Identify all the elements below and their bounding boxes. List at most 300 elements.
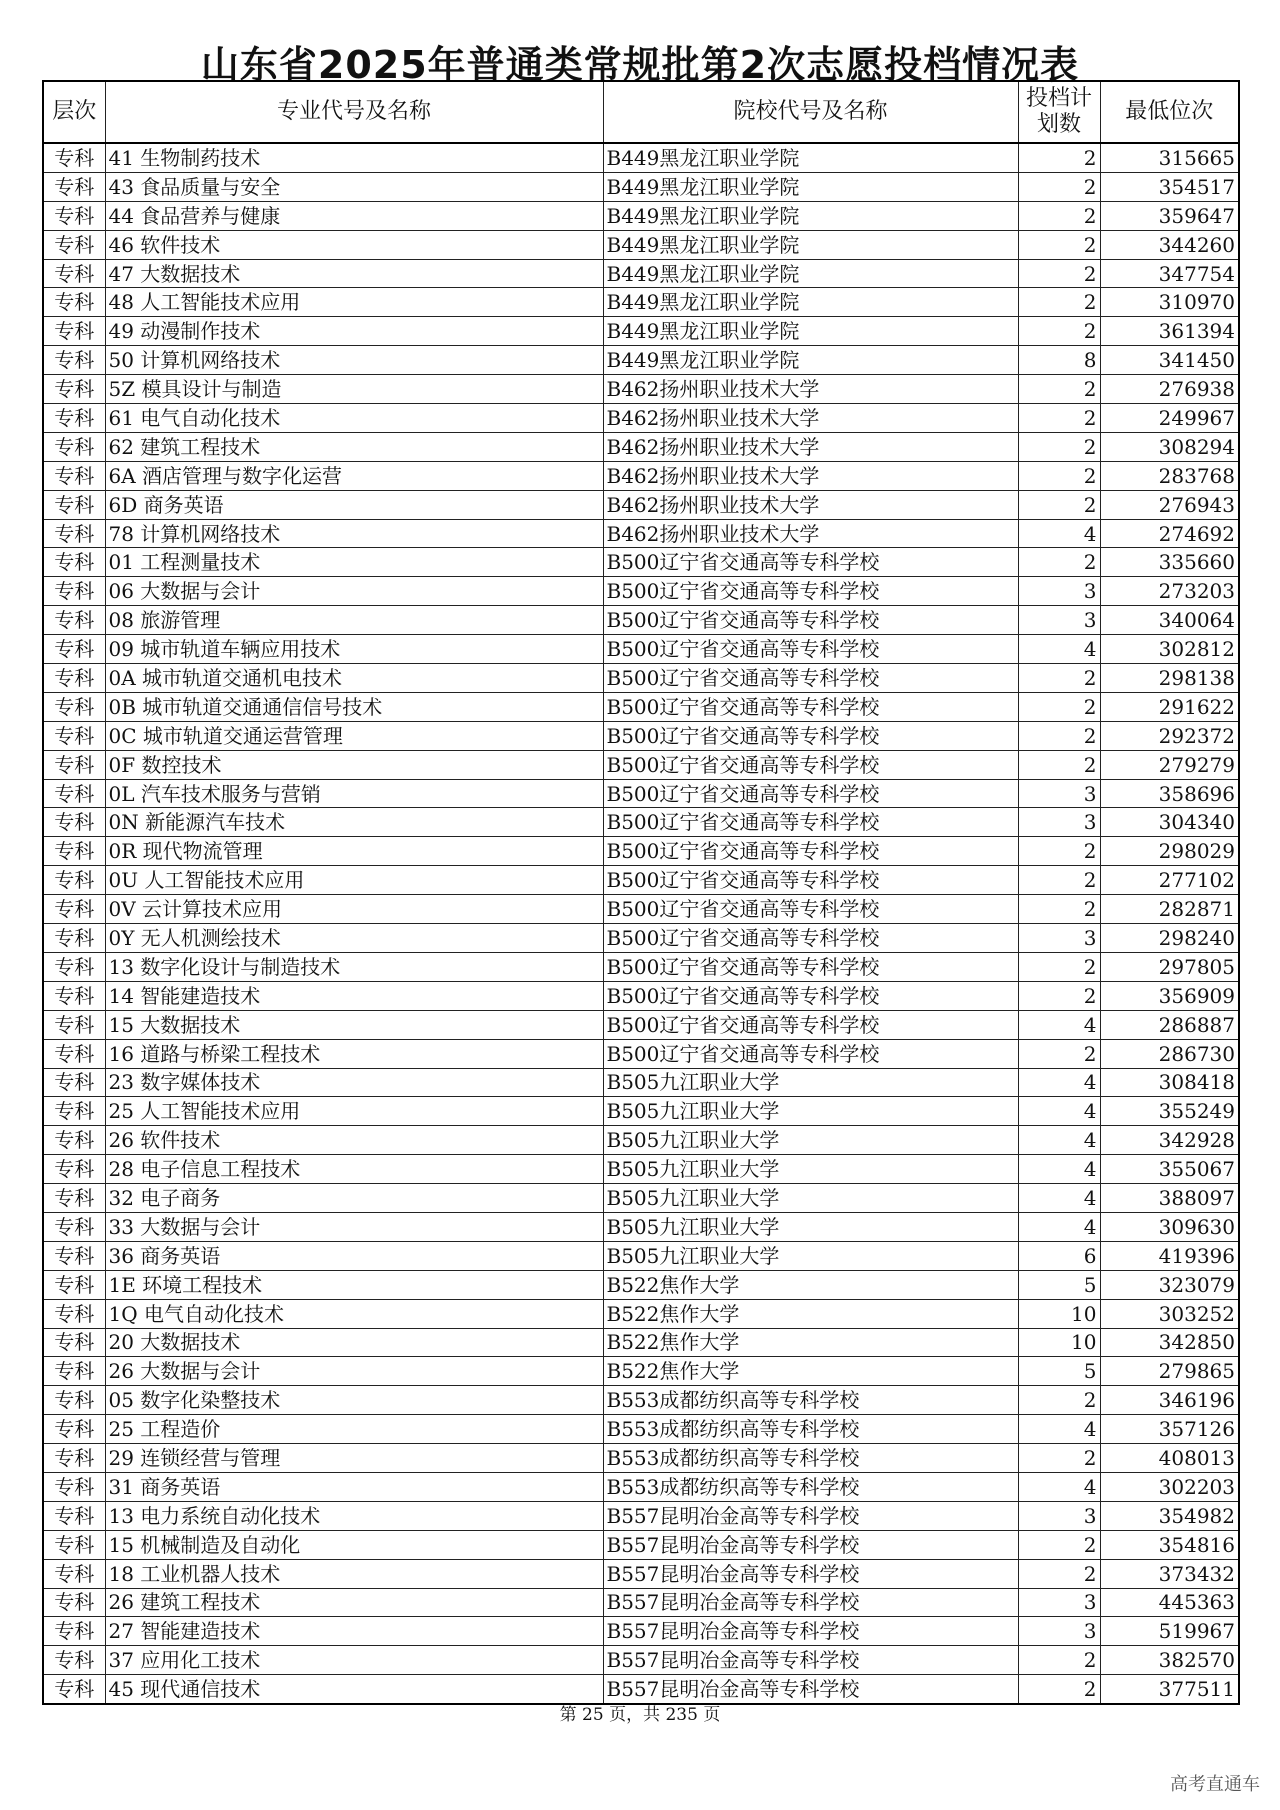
cell-plan: 2	[1018, 548, 1100, 577]
header-rank: 最低位次	[1100, 81, 1239, 143]
cell-rank: 373432	[1100, 1559, 1239, 1588]
cell-major: 25 人工智能技术应用	[105, 1097, 603, 1126]
cell-school: B553成都纺织高等专科学校	[603, 1386, 1018, 1415]
cell-rank: 310970	[1100, 288, 1239, 317]
table-row	[43, 664, 1239, 693]
cell-rank: 302203	[1100, 1472, 1239, 1501]
cell-rank: 291622	[1100, 692, 1239, 721]
table-row	[43, 895, 1239, 924]
cell-school: B557昆明冶金高等专科学校	[603, 1530, 1018, 1559]
cell-major: 0Y 无人机测绘技术	[105, 924, 603, 953]
cell-school: B500辽宁省交通高等专科学校	[603, 924, 1018, 953]
cell-rank: 340064	[1100, 606, 1239, 635]
cell-rank: 342928	[1100, 1126, 1239, 1155]
cell-level: 专科	[43, 1184, 105, 1213]
cell-rank: 354816	[1100, 1530, 1239, 1559]
cell-major: 1Q 电气自动化技术	[105, 1299, 603, 1328]
cell-plan: 2	[1018, 952, 1100, 981]
table-row	[43, 1386, 1239, 1415]
cell-rank: 286730	[1100, 1039, 1239, 1068]
cell-level: 专科	[43, 1415, 105, 1444]
cell-rank: 354982	[1100, 1501, 1239, 1530]
table-row	[43, 924, 1239, 953]
cell-school: B557昆明冶金高等专科学校	[603, 1501, 1018, 1530]
cell-major: 05 数字化染整技术	[105, 1386, 603, 1415]
cell-major: 36 商务英语	[105, 1241, 603, 1270]
cell-level: 专科	[43, 519, 105, 548]
cell-major: 0N 新能源汽车技术	[105, 808, 603, 837]
cell-plan: 6	[1018, 1241, 1100, 1270]
cell-plan: 4	[1018, 1155, 1100, 1184]
cell-level: 专科	[43, 201, 105, 230]
cell-plan: 2	[1018, 1675, 1100, 1704]
table-row	[43, 1530, 1239, 1559]
cell-major: 08 旅游管理	[105, 606, 603, 635]
cell-rank: 309630	[1100, 1212, 1239, 1241]
table-row	[43, 1241, 1239, 1270]
cell-school: B462扬州职业技术大学	[603, 375, 1018, 404]
cell-major: 0U 人工智能技术应用	[105, 866, 603, 895]
cell-level: 专科	[43, 692, 105, 721]
cell-school: B557昆明冶金高等专科学校	[603, 1675, 1018, 1704]
cell-rank: 354517	[1100, 172, 1239, 201]
cell-rank: 282871	[1100, 895, 1239, 924]
cell-plan: 10	[1018, 1328, 1100, 1357]
cell-level: 专科	[43, 461, 105, 490]
cell-level: 专科	[43, 1675, 105, 1704]
cell-level: 专科	[43, 1617, 105, 1646]
cell-major: 0R 现代物流管理	[105, 837, 603, 866]
cell-plan: 2	[1018, 201, 1100, 230]
cell-plan: 2	[1018, 230, 1100, 259]
cell-rank: 303252	[1100, 1299, 1239, 1328]
cell-major: 43 食品质量与安全	[105, 172, 603, 201]
cell-rank: 298029	[1100, 837, 1239, 866]
table-row	[43, 779, 1239, 808]
cell-plan: 2	[1018, 143, 1100, 172]
cell-major: 0F 数控技术	[105, 750, 603, 779]
admission-table	[42, 80, 1240, 1705]
table-row	[43, 1184, 1239, 1213]
cell-major: 44 食品营养与健康	[105, 201, 603, 230]
cell-school: B500辽宁省交通高等专科学校	[603, 548, 1018, 577]
cell-level: 专科	[43, 1068, 105, 1097]
cell-rank: 273203	[1100, 577, 1239, 606]
cell-rank: 286887	[1100, 1010, 1239, 1039]
cell-level: 专科	[43, 721, 105, 750]
cell-level: 专科	[43, 1588, 105, 1617]
table-row	[43, 1588, 1239, 1617]
cell-school: B500辽宁省交通高等专科学校	[603, 866, 1018, 895]
cell-rank: 341450	[1100, 346, 1239, 375]
cell-level: 专科	[43, 837, 105, 866]
cell-plan: 8	[1018, 346, 1100, 375]
cell-level: 专科	[43, 952, 105, 981]
cell-major: 1E 环境工程技术	[105, 1270, 603, 1299]
cell-rank: 347754	[1100, 259, 1239, 288]
table-row	[43, 490, 1239, 519]
cell-rank: 298138	[1100, 664, 1239, 693]
cell-rank: 279865	[1100, 1357, 1239, 1386]
cell-rank: 359647	[1100, 201, 1239, 230]
cell-major: 47 大数据技术	[105, 259, 603, 288]
cell-school: B500辽宁省交通高等专科学校	[603, 606, 1018, 635]
cell-rank: 308294	[1100, 432, 1239, 461]
table-row	[43, 201, 1239, 230]
cell-major: 5Z 模具设计与制造	[105, 375, 603, 404]
cell-level: 专科	[43, 490, 105, 519]
table-row	[43, 1039, 1239, 1068]
cell-plan: 2	[1018, 1646, 1100, 1675]
cell-plan: 3	[1018, 1617, 1100, 1646]
cell-plan: 2	[1018, 1386, 1100, 1415]
table-row	[43, 1501, 1239, 1530]
cell-level: 专科	[43, 432, 105, 461]
cell-level: 专科	[43, 1328, 105, 1357]
table-row	[43, 317, 1239, 346]
cell-plan: 4	[1018, 1472, 1100, 1501]
cell-school: B505九江职业大学	[603, 1097, 1018, 1126]
table-row	[43, 1472, 1239, 1501]
cell-school: B462扬州职业技术大学	[603, 490, 1018, 519]
table-row	[43, 346, 1239, 375]
cell-level: 专科	[43, 346, 105, 375]
cell-major: 15 大数据技术	[105, 1010, 603, 1039]
cell-level: 专科	[43, 230, 105, 259]
cell-plan: 3	[1018, 1501, 1100, 1530]
cell-plan: 2	[1018, 721, 1100, 750]
table-row	[43, 1415, 1239, 1444]
table-row	[43, 1299, 1239, 1328]
header-plan	[1018, 81, 1100, 143]
cell-plan: 2	[1018, 1444, 1100, 1473]
cell-plan: 2	[1018, 259, 1100, 288]
table-row	[43, 1270, 1239, 1299]
cell-major: 33 大数据与会计	[105, 1212, 603, 1241]
cell-school: B500辽宁省交通高等专科学校	[603, 895, 1018, 924]
cell-major: 29 连锁经营与管理	[105, 1444, 603, 1473]
table-body	[43, 143, 1239, 1704]
cell-level: 专科	[43, 548, 105, 577]
cell-school: B553成都纺织高等专科学校	[603, 1444, 1018, 1473]
table-row	[43, 1010, 1239, 1039]
cell-level: 专科	[43, 317, 105, 346]
cell-plan: 3	[1018, 606, 1100, 635]
table-row	[43, 606, 1239, 635]
table-row	[43, 1328, 1239, 1357]
cell-school: B462扬州职业技术大学	[603, 432, 1018, 461]
cell-plan: 3	[1018, 808, 1100, 837]
cell-rank: 344260	[1100, 230, 1239, 259]
cell-rank: 298240	[1100, 924, 1239, 953]
cell-level: 专科	[43, 1212, 105, 1241]
cell-rank: 519967	[1100, 1617, 1239, 1646]
cell-school: B462扬州职业技术大学	[603, 461, 1018, 490]
table-header	[43, 81, 1239, 143]
cell-major: 13 数字化设计与制造技术	[105, 952, 603, 981]
cell-level: 专科	[43, 1270, 105, 1299]
cell-major: 16 道路与桥梁工程技术	[105, 1039, 603, 1068]
cell-plan: 5	[1018, 1270, 1100, 1299]
cell-school: B522焦作大学	[603, 1270, 1018, 1299]
table-row	[43, 981, 1239, 1010]
cell-major: 26 软件技术	[105, 1126, 603, 1155]
table-row	[43, 635, 1239, 664]
cell-level: 专科	[43, 1241, 105, 1270]
cell-major: 50 计算机网络技术	[105, 346, 603, 375]
cell-major: 26 建筑工程技术	[105, 1588, 603, 1617]
cell-major: 49 动漫制作技术	[105, 317, 603, 346]
cell-school: B449黑龙江职业学院	[603, 172, 1018, 201]
cell-major: 25 工程造价	[105, 1415, 603, 1444]
cell-school: B449黑龙江职业学院	[603, 288, 1018, 317]
cell-school: B500辽宁省交通高等专科学校	[603, 577, 1018, 606]
cell-plan: 2	[1018, 1530, 1100, 1559]
cell-level: 专科	[43, 808, 105, 837]
cell-school: B500辽宁省交通高等专科学校	[603, 952, 1018, 981]
cell-school: B500辽宁省交通高等专科学校	[603, 664, 1018, 693]
cell-school: B500辽宁省交通高等专科学校	[603, 635, 1018, 664]
cell-major: 13 电力系统自动化技术	[105, 1501, 603, 1530]
cell-school: B505九江职业大学	[603, 1068, 1018, 1097]
cell-level: 专科	[43, 1472, 105, 1501]
cell-major: 0V 云计算技术应用	[105, 895, 603, 924]
cell-school: B500辽宁省交通高等专科学校	[603, 692, 1018, 721]
cell-school: B522焦作大学	[603, 1328, 1018, 1357]
cell-major: 15 机械制造及自动化	[105, 1530, 603, 1559]
cell-rank: 297805	[1100, 952, 1239, 981]
header-school: 院校代号及名称	[603, 81, 1018, 143]
table-row	[43, 461, 1239, 490]
cell-school: B505九江职业大学	[603, 1155, 1018, 1184]
table-row	[43, 1097, 1239, 1126]
cell-rank: 408013	[1100, 1444, 1239, 1473]
cell-rank: 277102	[1100, 866, 1239, 895]
table-row	[43, 721, 1239, 750]
cell-school: B500辽宁省交通高等专科学校	[603, 808, 1018, 837]
table-row	[43, 230, 1239, 259]
cell-plan: 4	[1018, 1097, 1100, 1126]
cell-rank: 292372	[1100, 721, 1239, 750]
cell-rank: 323079	[1100, 1270, 1239, 1299]
watermark: 高考直通车	[1170, 1774, 1260, 1795]
cell-school: B449黑龙江职业学院	[603, 143, 1018, 172]
cell-school: B522焦作大学	[603, 1357, 1018, 1386]
cell-plan: 2	[1018, 1039, 1100, 1068]
cell-plan: 4	[1018, 1212, 1100, 1241]
cell-rank: 358696	[1100, 779, 1239, 808]
cell-level: 专科	[43, 606, 105, 635]
cell-rank: 276938	[1100, 375, 1239, 404]
cell-rank: 377511	[1100, 1675, 1239, 1704]
cell-rank: 315665	[1100, 143, 1239, 172]
cell-rank: 342850	[1100, 1328, 1239, 1357]
table-row	[43, 1617, 1239, 1646]
cell-level: 专科	[43, 1559, 105, 1588]
cell-rank: 419396	[1100, 1241, 1239, 1270]
table-row	[43, 143, 1239, 172]
cell-school: B522焦作大学	[603, 1299, 1018, 1328]
cell-rank: 361394	[1100, 317, 1239, 346]
cell-level: 专科	[43, 981, 105, 1010]
cell-plan: 2	[1018, 288, 1100, 317]
cell-plan: 2	[1018, 461, 1100, 490]
cell-plan: 4	[1018, 519, 1100, 548]
table-row	[43, 1068, 1239, 1097]
cell-plan: 2	[1018, 375, 1100, 404]
table-row	[43, 750, 1239, 779]
cell-major: 6A 酒店管理与数字化运营	[105, 461, 603, 490]
cell-school: B500辽宁省交通高等专科学校	[603, 779, 1018, 808]
cell-major: 41 生物制药技术	[105, 143, 603, 172]
cell-plan: 2	[1018, 692, 1100, 721]
table-row	[43, 1646, 1239, 1675]
table-row	[43, 548, 1239, 577]
cell-plan: 4	[1018, 1415, 1100, 1444]
cell-rank: 356909	[1100, 981, 1239, 1010]
cell-major: 62 建筑工程技术	[105, 432, 603, 461]
cell-school: B449黑龙江职业学院	[603, 259, 1018, 288]
cell-school: B449黑龙江职业学院	[603, 346, 1018, 375]
cell-level: 专科	[43, 664, 105, 693]
cell-rank: 357126	[1100, 1415, 1239, 1444]
cell-plan: 2	[1018, 981, 1100, 1010]
cell-major: 46 软件技术	[105, 230, 603, 259]
cell-major: 37 应用化工技术	[105, 1646, 603, 1675]
table-row	[43, 1126, 1239, 1155]
cell-plan: 2	[1018, 895, 1100, 924]
cell-level: 专科	[43, 259, 105, 288]
cell-major: 48 人工智能技术应用	[105, 288, 603, 317]
cell-major: 14 智能建造技术	[105, 981, 603, 1010]
cell-rank: 304340	[1100, 808, 1239, 837]
cell-plan: 2	[1018, 404, 1100, 433]
cell-rank: 445363	[1100, 1588, 1239, 1617]
table-row	[43, 692, 1239, 721]
cell-rank: 276943	[1100, 490, 1239, 519]
cell-major: 20 大数据技术	[105, 1328, 603, 1357]
cell-level: 专科	[43, 143, 105, 172]
cell-school: B462扬州职业技术大学	[603, 519, 1018, 548]
cell-school: B557昆明冶金高等专科学校	[603, 1617, 1018, 1646]
cell-level: 专科	[43, 404, 105, 433]
cell-rank: 388097	[1100, 1184, 1239, 1213]
cell-major: 61 电气自动化技术	[105, 404, 603, 433]
table-row	[43, 172, 1239, 201]
cell-level: 专科	[43, 1444, 105, 1473]
cell-rank: 302812	[1100, 635, 1239, 664]
cell-school: B553成都纺织高等专科学校	[603, 1415, 1018, 1444]
cell-major: 28 电子信息工程技术	[105, 1155, 603, 1184]
cell-school: B505九江职业大学	[603, 1126, 1018, 1155]
cell-level: 专科	[43, 172, 105, 201]
page-footer: 第 25 页，共 235 页	[559, 1705, 721, 1725]
table-row	[43, 866, 1239, 895]
cell-plan: 3	[1018, 779, 1100, 808]
page-title: 山东省2025年普通类常规批第2次志愿投档情况表	[200, 43, 1080, 87]
table-row	[43, 808, 1239, 837]
header-level: 层次	[43, 81, 105, 143]
cell-level: 专科	[43, 1039, 105, 1068]
table-row	[43, 432, 1239, 461]
cell-school: B449黑龙江职业学院	[603, 317, 1018, 346]
cell-plan: 2	[1018, 866, 1100, 895]
cell-school: B557昆明冶金高等专科学校	[603, 1588, 1018, 1617]
cell-plan: 2	[1018, 172, 1100, 201]
cell-major: 06 大数据与会计	[105, 577, 603, 606]
table-row	[43, 288, 1239, 317]
cell-level: 专科	[43, 1155, 105, 1184]
table-row	[43, 375, 1239, 404]
cell-level: 专科	[43, 1386, 105, 1415]
cell-school: B557昆明冶金高等专科学校	[603, 1559, 1018, 1588]
header-major: 专业代号及名称	[105, 81, 603, 143]
cell-level: 专科	[43, 750, 105, 779]
cell-school: B500辽宁省交通高等专科学校	[603, 1010, 1018, 1039]
cell-level: 专科	[43, 1097, 105, 1126]
cell-level: 专科	[43, 1299, 105, 1328]
cell-level: 专科	[43, 779, 105, 808]
table-row	[43, 952, 1239, 981]
header-plan-line1: 投档计	[1025, 86, 1092, 111]
cell-rank: 279279	[1100, 750, 1239, 779]
cell-school: B505九江职业大学	[603, 1241, 1018, 1270]
cell-school: B500辽宁省交通高等专科学校	[603, 750, 1018, 779]
cell-school: B462扬州职业技术大学	[603, 404, 1018, 433]
table-row	[43, 1357, 1239, 1386]
cell-major: 31 商务英语	[105, 1472, 603, 1501]
table-row	[43, 1155, 1239, 1184]
cell-school: B449黑龙江职业学院	[603, 230, 1018, 259]
cell-level: 专科	[43, 577, 105, 606]
cell-plan: 4	[1018, 635, 1100, 664]
cell-plan: 4	[1018, 1068, 1100, 1097]
cell-plan: 10	[1018, 1299, 1100, 1328]
cell-rank: 283768	[1100, 461, 1239, 490]
cell-major: 09 城市轨道车辆应用技术	[105, 635, 603, 664]
table-row	[43, 577, 1239, 606]
table-row	[43, 1559, 1239, 1588]
cell-level: 专科	[43, 866, 105, 895]
table-row	[43, 1444, 1239, 1473]
cell-rank: 274692	[1100, 519, 1239, 548]
cell-school: B553成都纺织高等专科学校	[603, 1472, 1018, 1501]
cell-plan: 2	[1018, 490, 1100, 519]
cell-level: 专科	[43, 1357, 105, 1386]
table-row	[43, 519, 1239, 548]
cell-major: 45 现代通信技术	[105, 1675, 603, 1704]
cell-school: B500辽宁省交通高等专科学校	[603, 837, 1018, 866]
table-row	[43, 404, 1239, 433]
cell-plan: 2	[1018, 1559, 1100, 1588]
cell-plan: 2	[1018, 750, 1100, 779]
cell-rank: 346196	[1100, 1386, 1239, 1415]
cell-major: 01 工程测量技术	[105, 548, 603, 577]
cell-plan: 2	[1018, 664, 1100, 693]
cell-rank: 382570	[1100, 1646, 1239, 1675]
cell-school: B500辽宁省交通高等专科学校	[603, 721, 1018, 750]
cell-major: 0L 汽车技术服务与营销	[105, 779, 603, 808]
cell-level: 专科	[43, 375, 105, 404]
cell-major: 23 数字媒体技术	[105, 1068, 603, 1097]
cell-rank: 355249	[1100, 1097, 1239, 1126]
cell-major: 26 大数据与会计	[105, 1357, 603, 1386]
cell-plan: 4	[1018, 1010, 1100, 1039]
cell-school: B449黑龙江职业学院	[603, 201, 1018, 230]
header-plan-line2: 划数	[1036, 112, 1081, 137]
cell-level: 专科	[43, 895, 105, 924]
cell-major: 18 工业机器人技术	[105, 1559, 603, 1588]
